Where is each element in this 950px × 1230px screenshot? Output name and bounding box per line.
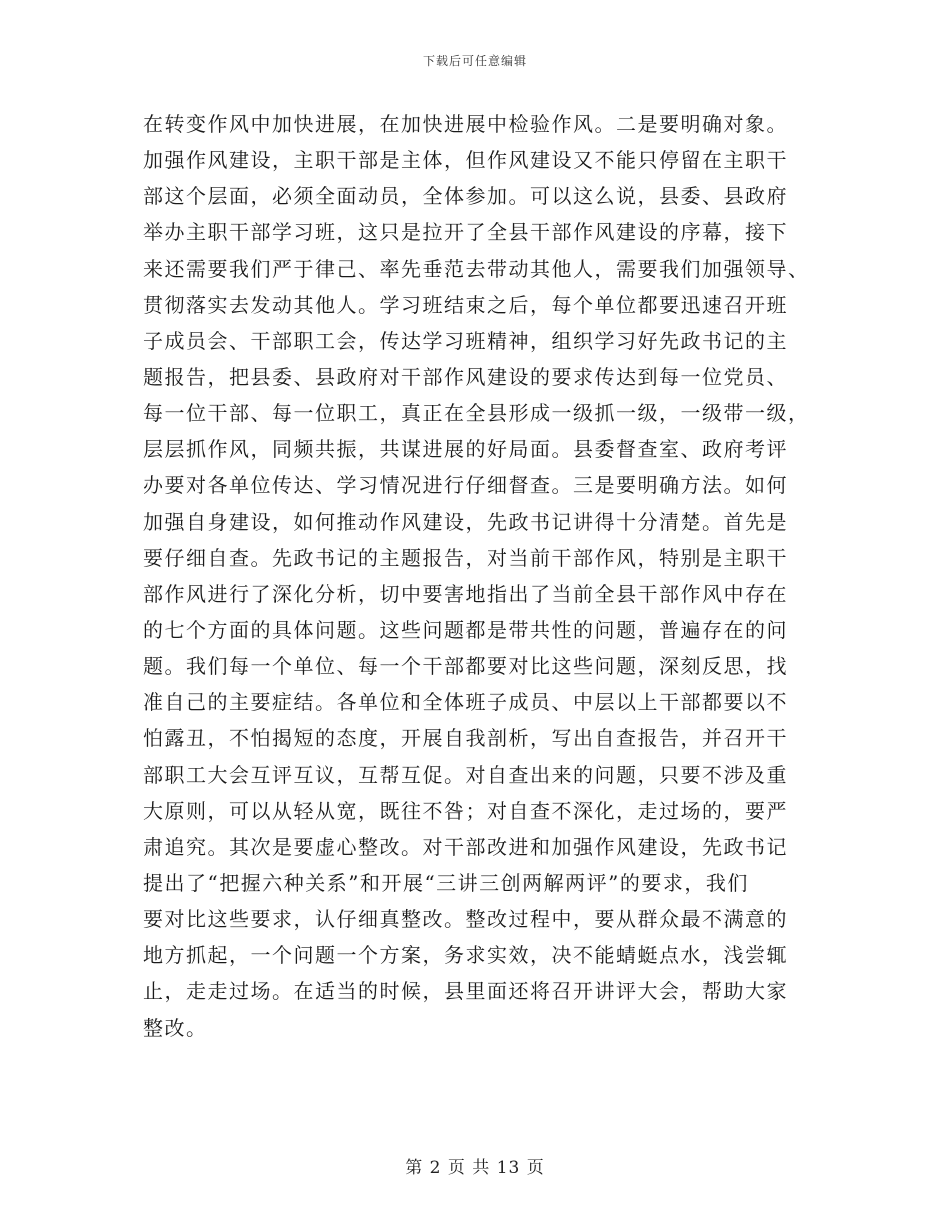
- body-line: 在转变作风中加快进展，在加快进展中检验作风。二是要明确对象。: [143, 112, 788, 136]
- body-line: 肃追究。其次是要虚心整改。对干部改进和加强作风建设，先政书记: [143, 834, 788, 859]
- body-line: 部职工大会互评互议，互帮互促。对自查出来的问题，只要不涉及重: [143, 762, 788, 787]
- body-line: 部这个层面，必须全面动员，全体参加。可以这么说，县委、县政府: [143, 184, 788, 209]
- footer-total-pages: 13: [496, 1158, 521, 1178]
- body-line: 提出了“把握六种关系”和开展“三讲三创两解两评”的要求，我们: [143, 870, 749, 895]
- body-line: 要仔细自查。先政书记的主题报告，对当前干部作风，特别是主职干: [143, 545, 788, 570]
- body-line: 每一位干部、每一位职工，真正在全县形成一级抓一级，一级带一级，: [143, 401, 810, 426]
- body-line: 的七个方面的具体问题。这些问题都是带共性的问题，普遍存在的问: [143, 617, 788, 642]
- document-body: [143, 106, 813, 1046]
- body-line: 层层抓作风，同频共振，共谋进展的好局面。县委督查室、政府考评: [143, 437, 788, 462]
- body-line: 地方抓起，一个问题一个方案，务求实效，决不能蜻蜓点水，浅尝辄: [143, 943, 788, 968]
- body-line: 来还需要我们严于律己、率先垂范去带动其他人，需要我们加强领导、: [143, 256, 810, 281]
- body-line: 题报告，把县委、县政府对干部作风建设的要求传达到每一位党员、: [143, 364, 788, 389]
- footer-label-total: 共: [472, 1158, 491, 1178]
- body-line: 贯彻落实去发动其他人。学习班结束之后，每个单位都要迅速召开班: [143, 292, 788, 317]
- body-line: 整改。: [143, 1015, 208, 1040]
- body-line: 准自己的主要症结。各单位和全体班子成员、中层以上干部都要以不: [143, 690, 788, 715]
- body-line: 大原则，可以从轻从宽，既往不咎；对自查不深化，走过场的，要严: [143, 798, 788, 823]
- body-line: 部作风进行了深化分析，切中要害地指出了当前全县干部作风中存在: [143, 581, 788, 606]
- footer-current-page: 2: [429, 1158, 442, 1178]
- footer-label-total-unit: 页: [526, 1158, 545, 1178]
- page-footer: [0, 1153, 950, 1178]
- body-line: 办要对各单位传达、学习情况进行仔细督查。三是要明确方法。如何: [143, 473, 788, 498]
- page-header: 下载后可任意编辑: [422, 54, 527, 68]
- body-line: 止，走走过场。在适当的时候，县里面还将召开讲评大会，帮助大家: [143, 979, 788, 1004]
- body-line: 要对比这些要求，认仔细真整改。整改过程中，要从群众最不满意的: [143, 907, 788, 932]
- body-line: 怕露丑，不怕揭短的态度，开展自我剖析，写出自查报告，并召开干: [143, 726, 788, 751]
- footer-label-page-unit: 页: [447, 1158, 466, 1178]
- body-line: 举办主职干部学习班，这只是拉开了全县干部作风建设的序幕，接下: [143, 220, 788, 245]
- body-line: 题。我们每一个单位、每一个干部都要对比这些问题，深刻反思，找: [143, 654, 788, 679]
- body-line: 加强自身建设，如何推动作风建设，先政书记讲得十分清楚。首先是: [143, 509, 788, 534]
- body-line: 加强作风建设，主职干部是主体，但作风建设又不能只停留在主职干: [143, 148, 788, 173]
- footer-label-page: 第: [405, 1158, 424, 1178]
- body-line: 子成员会、干部职工会，传达学习班精神，组织学习好先政书记的主: [143, 328, 788, 353]
